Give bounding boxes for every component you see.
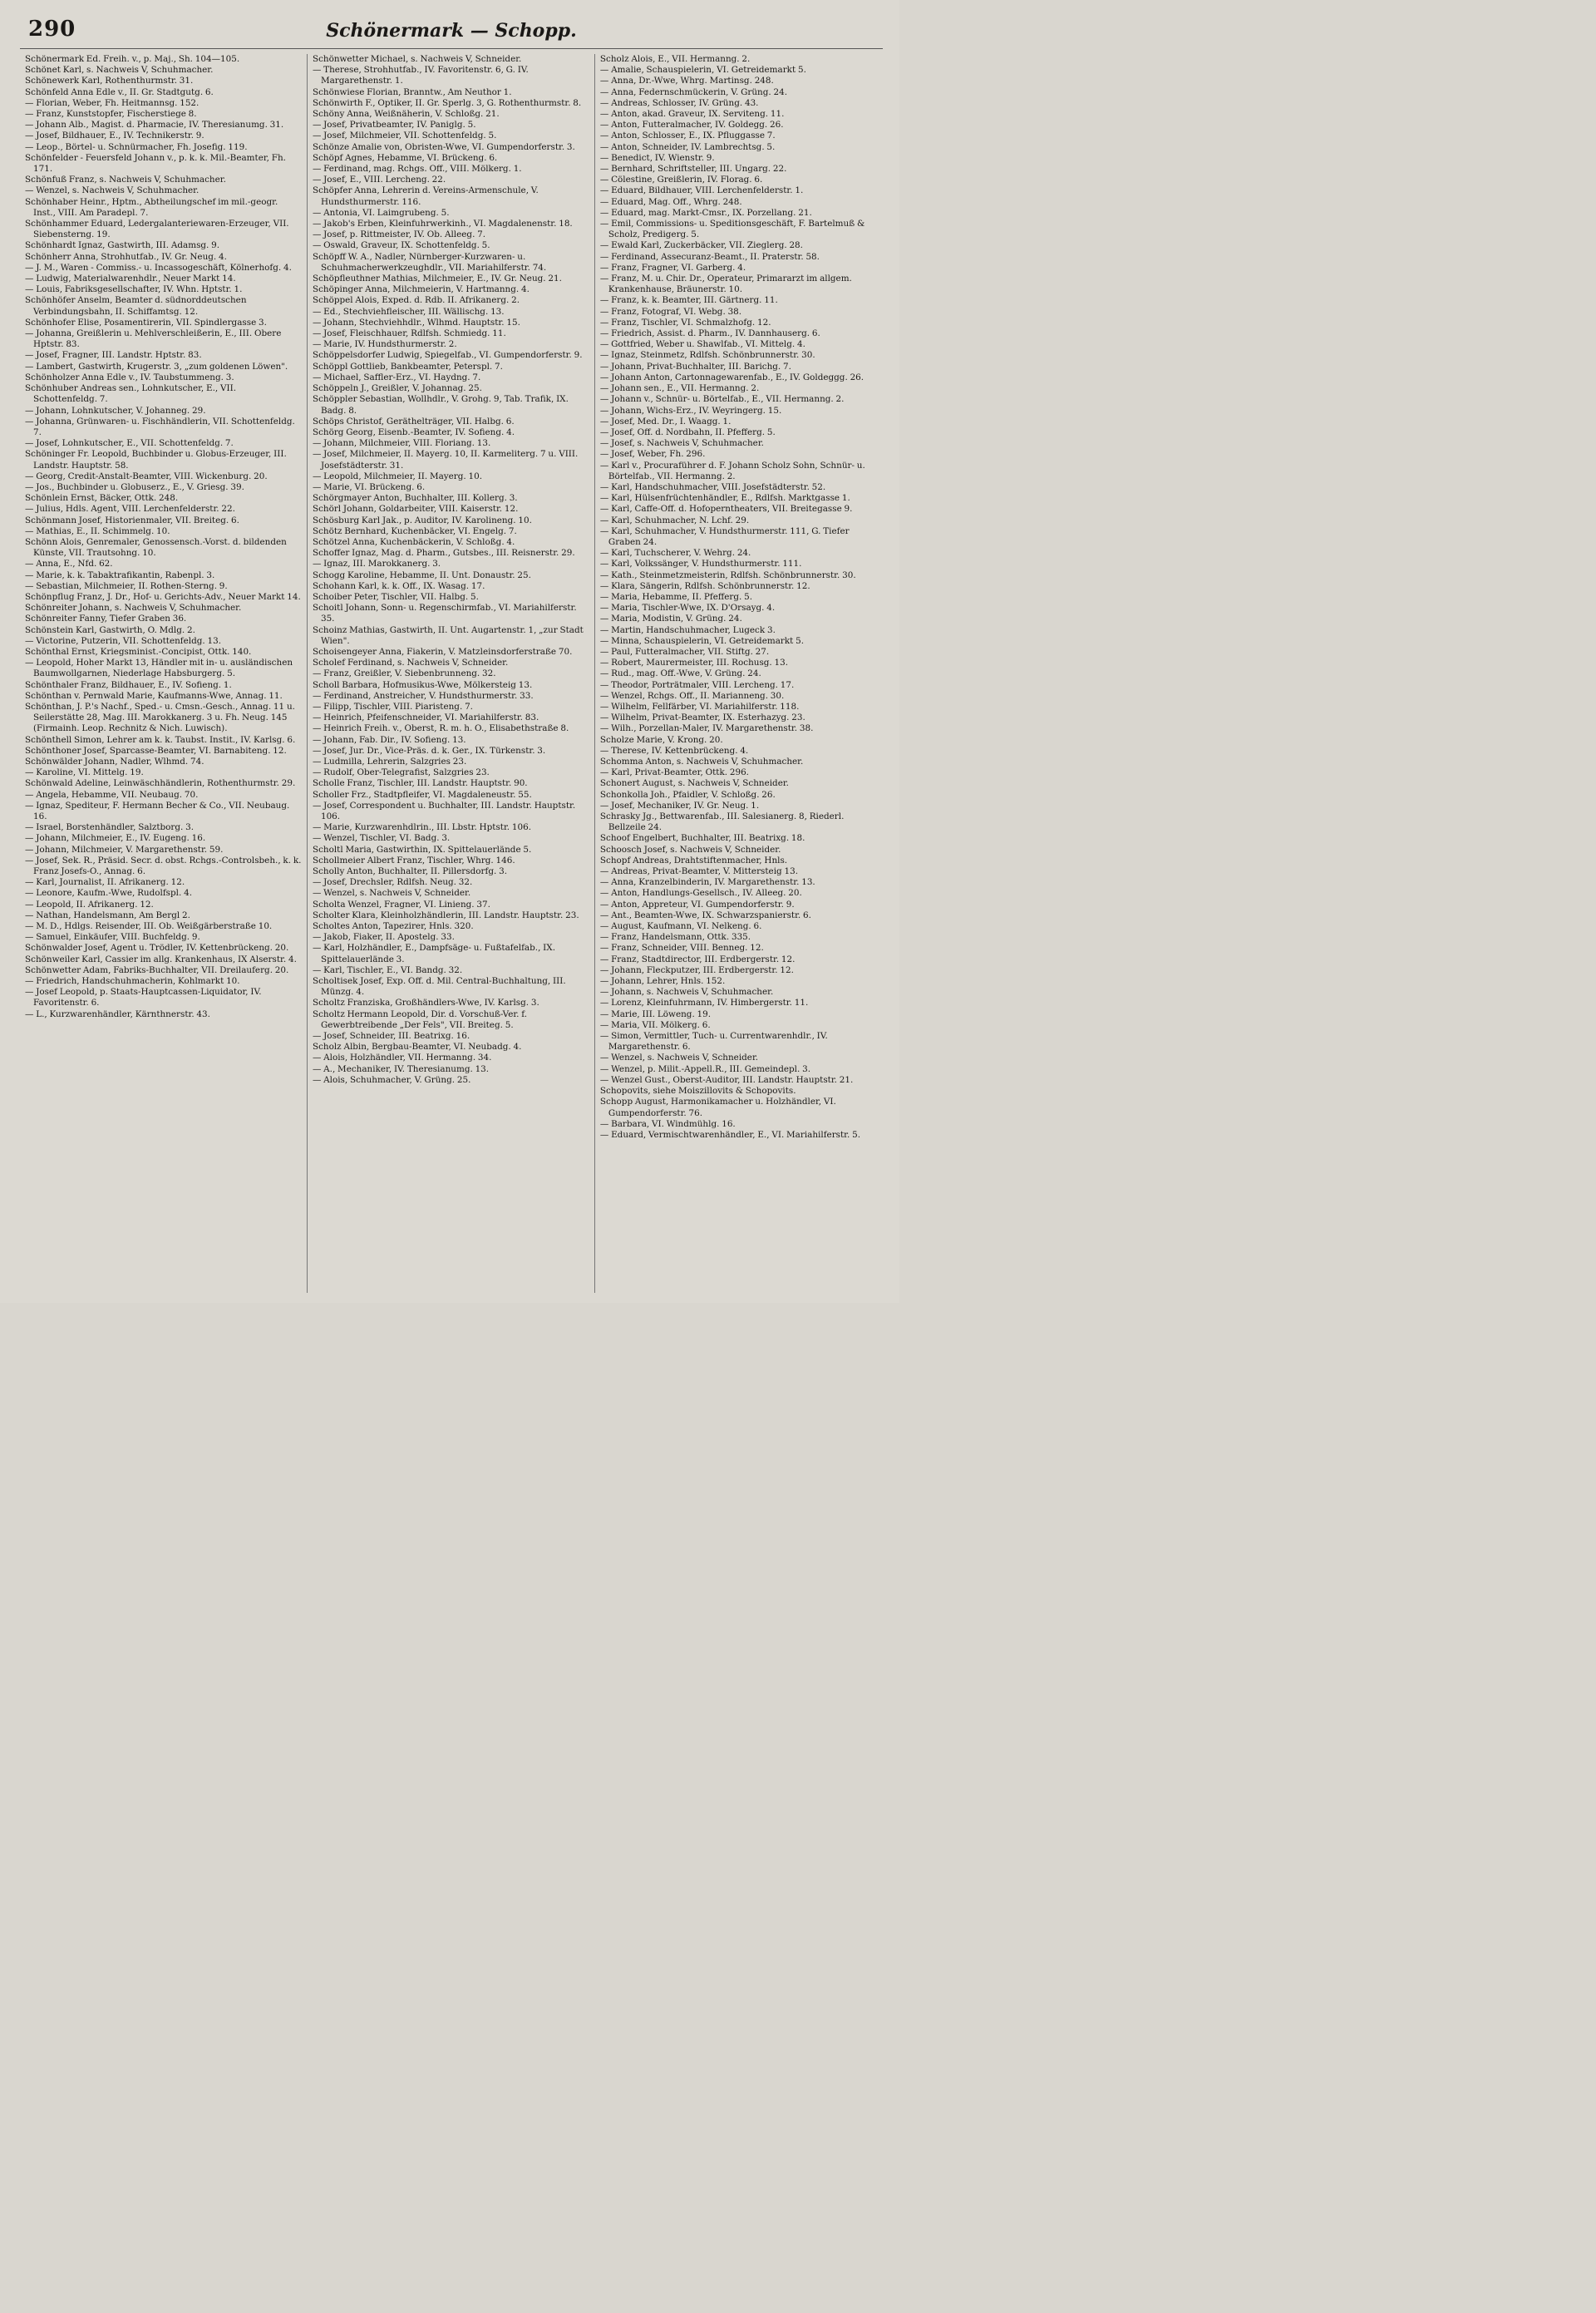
directory-entry: — Johann sen., E., VII. Hermanng. 2. bbox=[599, 383, 760, 394]
directory-entry: Schöpinger Anna, Milchmeierin, V. Hartmanng. 4. bbox=[312, 284, 530, 295]
directory-entry: — Josef, Mechaniker, IV. Gr. Neug. 1. bbox=[599, 800, 760, 811]
entry-columns bbox=[20, 54, 883, 1293]
directory-entry: Scholtz Hermann Leopold, Dir. d. Vorschuß-Ver. f. Gewerbtreibende „Der Fels", VII. Breiteg. 5. bbox=[312, 1009, 528, 1030]
directory-entry: — Leopold, Milchmeier, II. Mayerg. 10. bbox=[312, 471, 483, 481]
directory-entry: — Ignaz, Spediteur, F. Hermann Becher & Co., VII. Neubaug. 16. bbox=[25, 800, 290, 822]
directory-entry: — Karl, Tischler, E., VI. Bandg. 32. bbox=[312, 964, 463, 975]
directory-entry: — L., Kurzwarenhändler, Kärnthnerstr. 43. bbox=[25, 1009, 210, 1019]
directory-entry: — Marie, Kurzwarenhdlrin., III. Lbstr. Hptstr. 106. bbox=[312, 822, 532, 833]
directory-entry: — Michael, Saffler-Erz., VI. Haydng. 7. bbox=[312, 372, 481, 382]
directory-entry: — Johann Alb., Magist. d. Pharmacie, IV. Theresianumg. 31. bbox=[25, 120, 284, 131]
directory-entry: — Karoline, VI. Mittelg. 19. bbox=[25, 767, 144, 778]
directory-entry: — Emil, Commissions- u. Speditionsgeschäft, F. Bartelmuß & Scholz, Predigerg. 5. bbox=[599, 219, 865, 240]
directory-entry: — Ferdinand, Anstreicher, V. Hundsthurmerstr. 33. bbox=[312, 690, 534, 701]
directory-entry: — Theodor, Porträtmaler, VIII. Lercheng. 17. bbox=[599, 679, 795, 690]
directory-entry: — Andreas, Privat-Beamter, V. Mittersteig 13. bbox=[599, 866, 798, 877]
directory-entry: — Angela, Hebamme, VII. Neubaug. 70. bbox=[25, 789, 199, 800]
directory-entry: — Leop., Börtel- u. Schnürmacher, Fh. Josefig. 119. bbox=[25, 141, 248, 152]
directory-entry: — Marie, VI. Brückeng. 6. bbox=[312, 481, 426, 492]
directory-entry: Schoiber Peter, Tischler, VII. Halbg. 5. bbox=[312, 591, 479, 602]
directory-entry: Schönhaber Heinr., Hptm., Abtheilungschef im mil.-geogr. Inst., VIII. Am Paradepl. 7. bbox=[25, 196, 278, 218]
directory-entry: — Johann, Milchmeier, E., IV. Eugeng. 16. bbox=[25, 833, 206, 844]
directory-entry: Schönwald Adeline, Leinwäschhändlerin, Rothenthurmstr. 29. bbox=[25, 778, 296, 789]
directory-entry: Schönhammer Eduard, Ledergalanteriewaren-Erzeuger, VII. Siebensterng. 19. bbox=[25, 219, 289, 240]
directory-entry: Schönthaler Franz, Bildhauer, E., IV. Sofieng. 1. bbox=[25, 679, 232, 690]
directory-entry: — Anna, Kranzelbinderin, IV. Margarethenstr. 13. bbox=[599, 877, 815, 888]
directory-entry: Schönstein Karl, Gastwirth, O. Mdlg. 2. bbox=[25, 624, 195, 635]
directory-entry: Scholtisek Josef, Exp. Off. d. Mil. Central-Buchhaltung, III. Münzg. 4. bbox=[312, 976, 566, 998]
directory-entry: Schönweiler Karl, Cassier im allg. Krankenhaus, IX Alserstr. 4. bbox=[25, 954, 297, 964]
directory-entry: Schoosch Josef, s. Nachweis V, Schneider. bbox=[599, 844, 781, 855]
directory-entry: — Rudolf, Ober-Telegrafist, Salzgries 23. bbox=[312, 767, 490, 778]
directory-entry: — Johann, s. Nachweis V, Schuhmacher. bbox=[599, 987, 774, 998]
directory-entry: — Josef, Fragner, III. Landstr. Hptstr. 83. bbox=[25, 350, 202, 361]
directory-entry: Scholef Ferdinand, s. Nachweis V, Schneider. bbox=[312, 658, 509, 668]
directory-entry: — Franz, M. u. Chir. Dr., Operateur, Primararzt im allgem. Krankenhause, Bräunerstr. 10. bbox=[599, 274, 852, 295]
directory-entry: — Lorenz, Kleinfuhrmann, IV. Himbergerstr. 11. bbox=[599, 998, 809, 1009]
directory-entry: — Nathan, Handelsmann, Am Bergl 2. bbox=[25, 910, 190, 920]
directory-entry: — Franz, Tischler, VI. Schmalzhofg. 12. bbox=[599, 317, 771, 328]
directory-entry: Schönthan v. Pernwald Marie, Kaufmanns-Wwe, Annag. 11. bbox=[25, 690, 283, 701]
directory-entry: — Cölestine, Greißlerin, IV. Florag. 6. bbox=[599, 175, 763, 185]
directory-entry: Schöpfer Anna, Lehrerin d. Vereins-Armenschule, V. Hundsthurmerstr. 116. bbox=[312, 185, 539, 207]
directory-entry: Schönreiter Fanny, Tiefer Graben 36. bbox=[25, 614, 187, 624]
directory-entry: Schöpff W. A., Nadler, Nürnberger-Kurzwaren- u. Schuhmacherwerkzeughdlr., VII. Mariahilferstr. 74. bbox=[312, 251, 547, 273]
directory-entry: — Josef, Med. Dr., I. Waagg. 1. bbox=[599, 416, 732, 427]
directory-entry: — Leopold, Hoher Markt 13, Händler mit in- u. ausländischen Baumwollgarnen, Niederlage Habsburgerg. 5. bbox=[25, 658, 293, 679]
directory-entry: Schönet Karl, s. Nachweis V, Schuhmacher. bbox=[25, 65, 214, 76]
directory-entry: Schönfuß Franz, s. Nachweis V, Schuhmacher. bbox=[25, 175, 226, 185]
directory-entry: — Marie, III. Löweng. 19. bbox=[599, 1009, 712, 1019]
directory-entry: — Anton, Schlosser, E., IX. Pfluggasse 7. bbox=[599, 131, 776, 141]
directory-entry: Schötzel Anna, Kuchenbäckerin, V. Schloßg. 4. bbox=[312, 536, 515, 547]
directory-entry: — Mathias, E., II. Schimmelg. 10. bbox=[25, 525, 170, 536]
directory-entry: Schönwetter Adam, Fabriks-Buchhalter, VII. Dreilauferg. 20. bbox=[25, 964, 289, 975]
directory-entry: — Maria, Tischler-Wwe, IX. D'Orsayg. 4. bbox=[599, 603, 776, 614]
directory-entry: — Alois, Holzhändler, VII. Hermanng. 34. bbox=[312, 1053, 492, 1063]
directory-entry: — Johann, Lehrer, Hnls. 152. bbox=[599, 976, 726, 987]
directory-entry: Schönherr Anna, Strohhutfab., IV. Gr. Neug. 4. bbox=[25, 251, 227, 262]
directory-entry: Schönze Amalie von, Obristen-Wwe, VI. Gumpendorferstr. 3. bbox=[312, 141, 575, 152]
directory-entry: Schollmeier Albert Franz, Tischler, Whrg. 146. bbox=[312, 855, 515, 866]
directory-entry: Schönpflug Franz, J. Dr., Hof- u. Gerichts-Adv., Neuer Markt 14. bbox=[25, 591, 301, 602]
directory-entry: Scholtl Maria, Gastwirthin, IX. Spittelauerlände 5. bbox=[312, 844, 532, 855]
directory-entry: — Gottfried, Weber u. Shawlfab., VI. Mittelg. 4. bbox=[599, 339, 805, 350]
directory-entry: Schönwiese Florian, Branntw., Am Neuthor 1. bbox=[312, 86, 512, 97]
directory-entry: — Anna, Dr.-Wwe, Whrg. Martinsg. 248. bbox=[599, 76, 774, 86]
directory-entry: — Anton, Schneider, IV. Lambrechtsg. 5. bbox=[599, 141, 776, 152]
directory-entry: — Wenzel, s. Nachweis V, Schneider. bbox=[599, 1053, 759, 1063]
directory-entry: — Leonore, Kaufm.-Wwe, Rudolfspl. 4. bbox=[25, 888, 193, 899]
directory-entry: — Karl v., Procuraführer d. F. Johann Scholz Sohn, Schnür- u. Börtelfab., VII. Hermanng. 2. bbox=[599, 460, 865, 481]
directory-entry: — Simon, Vermittler, Tuch- u. Currentwarenhdlr., IV. Margarethenstr. 6. bbox=[599, 1031, 828, 1053]
directory-entry: — Johann, Milchmeier, VIII. Floriang. 13. bbox=[312, 438, 491, 449]
directory-entry: — Samuel, Einkäufer, VIII. Buchfeldg. 9. bbox=[25, 932, 200, 943]
column-middle bbox=[308, 54, 595, 1293]
directory-entry: — Andreas, Schlosser, IV. Grüng. 43. bbox=[599, 97, 759, 108]
directory-entry: — Franz, Fotograf, VI. Webg. 38. bbox=[599, 306, 742, 317]
directory-entry: — Karl, Volkssänger, V. Hundsthurmerstr. 111. bbox=[599, 559, 802, 570]
directory-entry: — Wenzel, s. Nachweis V, Schneider. bbox=[312, 888, 471, 899]
directory-entry: — Jakob's Erben, Kleinfuhrwerkinh., VI. Magdalenenstr. 18. bbox=[312, 219, 573, 229]
directory-entry: — Karl, Handschuhmacher, VIII. Josefstädterstr. 52. bbox=[599, 481, 826, 492]
directory-entry: — Johann, Stechviehhdlr., Wlhmd. Hauptstr. 15. bbox=[312, 317, 520, 328]
directory-page bbox=[0, 0, 899, 1303]
directory-entry: — Wenzel, Rchgs. Off., II. Marianneng. 30. bbox=[599, 690, 785, 701]
directory-entry: — Bernhard, Schriftsteller, III. Ungarg. 22. bbox=[599, 164, 787, 175]
directory-entry: — Franz, Greißler, V. Siebenbrunneng. 32. bbox=[312, 668, 496, 679]
directory-entry: — Anton, akad. Graveur, IX. Serviteng. 11. bbox=[599, 109, 785, 120]
directory-entry: Schoffer Ignaz, Mag. d. Pharm., Gutsbes., III. Reisnerstr. 29. bbox=[312, 548, 575, 559]
directory-entry: — Antonia, VI. Laimgrubeng. 5. bbox=[312, 207, 450, 218]
directory-entry: Scholle Franz, Tischler, III. Landstr. Hauptstr. 90. bbox=[312, 778, 528, 789]
directory-entry: Schönhardt Ignaz, Gastwirth, III. Adamsg. 9. bbox=[25, 240, 220, 251]
directory-entry: — Josef, Bildhauer, E., IV. Technikerstr. 9. bbox=[25, 131, 204, 141]
directory-entry: Schöppelsdorfer Ludwig, Spiegelfab., VI. Gumpendorferstr. 9. bbox=[312, 350, 583, 361]
page-number: 290 bbox=[28, 17, 76, 42]
directory-entry: — August, Kaufmann, VI. Nelkeng. 6. bbox=[599, 921, 762, 932]
directory-entry: — Anna, Federnschmückerin, V. Grüng. 24. bbox=[599, 86, 788, 97]
directory-entry: Scholtes Anton, Tapezirer, Hnls. 320. bbox=[312, 921, 474, 932]
directory-entry: — A., Mechaniker, IV. Theresianumg. 13. bbox=[312, 1063, 490, 1074]
directory-entry: Schönermark Ed. Freih. v., p. Maj., Sh. 104—105. bbox=[25, 54, 240, 64]
directory-entry: — Lambert, Gastwirth, Krugerstr. 3, „zum goldenen Löwen". bbox=[25, 361, 288, 372]
directory-entry: Schönwalder Josef, Agent u. Trödler, IV. Kettenbrückeng. 20. bbox=[25, 943, 289, 954]
directory-entry: — Franz, Kunststopfer, Fischerstiege 8. bbox=[25, 109, 197, 120]
directory-entry: — Karl, Privat-Beamter, Ottk. 296. bbox=[599, 767, 749, 778]
directory-entry: — Martin, Handschuhmacher, Lugeck 3. bbox=[599, 624, 776, 635]
directory-entry: — Eduard, mag. Markt-Cmsr., IX. Porzellang. 21. bbox=[599, 207, 812, 218]
directory-entry: Schönwirth F., Optiker, II. Gr. Sperlg. 3, G. Rothenthurmstr. 8. bbox=[312, 97, 582, 108]
directory-entry: Schönthell Simon, Lehrer am k. k. Taubst. Instit., IV. Karlsg. 6. bbox=[25, 734, 296, 745]
directory-entry: — Therese, IV. Kettenbrückeng. 4. bbox=[599, 745, 749, 756]
directory-entry: Schöps Christof, Geräthelträger, VII. Halbg. 6. bbox=[312, 416, 515, 427]
directory-entry: Scholter Klara, Kleinholzhändlerin, III. Landstr. Hauptstr. 23. bbox=[312, 910, 579, 920]
directory-entry: Schösburg Karl Jak., p. Auditor, IV. Karolineng. 10. bbox=[312, 515, 532, 525]
directory-entry: — Johann, Fleckputzer, III. Erdbergerstr. 12. bbox=[599, 964, 794, 975]
directory-entry: — Ignaz, Steinmetz, Rdlfsh. Schönbrunnerstr. 30. bbox=[599, 350, 815, 361]
directory-entry: — Marie, k. k. Tabaktrafikantin, Rabenpl. 3. bbox=[25, 570, 215, 580]
directory-entry: Schöninger Fr. Leopold, Buchbinder u. Globus-Erzeuger, III. Landstr. Hauptstr. 58. bbox=[25, 449, 287, 471]
directory-entry: Schoinz Mathias, Gastwirth, II. Unt. Augartenstr. 1, „zur Stadt Wien". bbox=[312, 624, 584, 646]
column-right bbox=[595, 54, 883, 1293]
page-header bbox=[20, 15, 883, 49]
directory-entry: Schöppeln J., Greißler, V. Johannag. 25. bbox=[312, 383, 482, 394]
directory-entry: Schörg Georg, Eisenb.-Beamter, IV. Sofieng. 4. bbox=[312, 427, 515, 437]
directory-entry: Schönhuber Andreas sen., Lohnkutscher, E., VII. Schottenfeldg. 7. bbox=[25, 383, 237, 405]
directory-entry: — Heinrich, Pfeifenschneider, VI. Mariahilferstr. 83. bbox=[312, 713, 539, 723]
directory-entry: Schönewerk Karl, Rothenthurmstr. 31. bbox=[25, 76, 194, 86]
directory-entry: — Anna, E., Nfd. 62. bbox=[25, 559, 113, 570]
directory-entry: — Ant., Beamten-Wwe, IX. Schwarzspanierstr. 6. bbox=[599, 910, 811, 920]
directory-entry: — Johann, Privat-Buchhalter, III. Barichg. 7. bbox=[599, 361, 791, 372]
directory-entry: — Franz, Handelsmann, Ottk. 335. bbox=[599, 932, 751, 943]
directory-entry: — Josef Leopold, p. Staats-Hauptcassen-Liquidator, IV. Favoritenstr. 6. bbox=[25, 987, 262, 1009]
directory-entry: Scholtz Franziska, Großhändlers-Wwe, IV. Karlsg. 3. bbox=[312, 998, 539, 1009]
directory-entry: — Alois, Schuhmacher, V. Grüng. 25. bbox=[312, 1074, 471, 1085]
directory-entry: — Israel, Borstenhändler, Salztborg. 3. bbox=[25, 822, 195, 833]
directory-entry: Schogg Karoline, Hebamme, II. Unt. Donaustr. 25. bbox=[312, 570, 531, 580]
directory-entry: — Anton, Appreteur, VI. Gumpendorferstr. 9. bbox=[599, 899, 795, 910]
directory-entry: — Leopold, II. Afrikanerg. 12. bbox=[25, 899, 154, 910]
directory-entry: — Josef, Drechsler, Rdlfsh. Neug. 32. bbox=[312, 877, 473, 888]
directory-entry: — Ludwig, Materialwarenhdlr., Neuer Markt 14. bbox=[25, 274, 236, 284]
directory-entry: Schohann Karl, k. k. Off., IX. Wasag. 17. bbox=[312, 580, 485, 591]
directory-entry: — Johann v., Schnür- u. Börtelfab., E., VII. Hermanng. 2. bbox=[599, 394, 845, 405]
directory-entry: — Wenzel Gust., Oberst-Auditor, III. Landstr. Hauptstr. 21. bbox=[599, 1074, 854, 1085]
directory-entry: — Wenzel, p. Milit.-Appell.R., III. Gemeindepl. 3. bbox=[599, 1063, 810, 1074]
directory-entry: Schönwetter Michael, s. Nachweis V, Schneider. bbox=[312, 54, 522, 64]
directory-entry: — Eduard, Mag. Off., Whrg. 248. bbox=[599, 196, 742, 207]
directory-entry: Schomma Anton, s. Nachweis V, Schuhmacher. bbox=[599, 757, 804, 767]
directory-entry: — Josef, Lohnkutscher, E., VII. Schottenfeldg. 7. bbox=[25, 438, 234, 449]
directory-entry: — Eduard, Vermischtwarenhändler, E., VI. Mariahilferstr. 5. bbox=[599, 1129, 861, 1140]
directory-entry: — Benedict, IV. Wienstr. 9. bbox=[599, 152, 715, 163]
directory-entry: — Josef, s. Nachweis V, Schuhmacher. bbox=[599, 438, 764, 449]
directory-entry: — Therese, Strohhutfab., IV. Favoritenstr. 6, G. IV. Margarethenstr. 1. bbox=[312, 65, 529, 86]
directory-entry: — Friedrich, Handschuhmacherin, Kohlmarkt 10. bbox=[25, 976, 240, 987]
directory-entry: Schöppel Alois, Exped. d. Rdb. II. Afrikanerg. 2. bbox=[312, 295, 520, 306]
directory-entry: — Franz, Fragner, VI. Garberg. 4. bbox=[599, 262, 746, 273]
directory-entry: — Maria, Hebamme, II. Pfefferg. 5. bbox=[599, 591, 753, 602]
directory-entry: Schönlein Ernst, Bäcker, Ottk. 248. bbox=[25, 493, 179, 504]
directory-entry: — Eduard, Bildhauer, VIII. Lerchenfelderstr. 1. bbox=[599, 185, 804, 196]
directory-entry: — Ferdinand, mag. Rchgs. Off., VIII. Mölkerg. 1. bbox=[312, 164, 522, 175]
directory-entry: — Georg, Credit-Anstalt-Beamter, VIII. Wickenburg. 20. bbox=[25, 471, 268, 481]
directory-entry: Schoitl Johann, Sonn- u. Regenschirmfab., VI. Mariahilferstr. 35. bbox=[312, 603, 577, 624]
directory-entry: Schönreiter Johann, s. Nachweis V, Schuhmacher. bbox=[25, 603, 242, 614]
directory-entry: — J. M., Waren - Commiss.- u. Incassogeschäft, Kölnerhofg. 4. bbox=[25, 262, 292, 273]
directory-entry: — Minna, Schauspielerin, VI. Getreidemarkt 5. bbox=[599, 635, 805, 646]
directory-entry: — Johann, Lohnkutscher, V. Johanneg. 29. bbox=[25, 405, 206, 416]
directory-entry: Schörgmayer Anton, Buchhalter, III. Kollerg. 3. bbox=[312, 493, 518, 504]
directory-entry: — Franz, k. k. Beamter, III. Gärtnerg. 11. bbox=[599, 295, 778, 306]
directory-entry: Schopp August, Harmonikamacher u. Holzhändler, VI. Gumpendorferstr. 76. bbox=[599, 1097, 836, 1118]
directory-entry: — Josef, Privatbeamter, IV. Paniglg. 5. bbox=[312, 120, 476, 131]
directory-entry: Schöppler Sebastian, Wollhdlr., V. Grohg. 9, Tab. Trafik, IX. Badg. 8. bbox=[312, 394, 569, 416]
directory-entry: Schoof Engelbert, Buchhalter, III. Beatrixg. 18. bbox=[599, 833, 805, 844]
directory-entry: — Josef, Fleischhauer, Rdlfsh. Schmiedg. 11. bbox=[312, 328, 506, 339]
directory-entry: Schöpfleuthner Mathias, Milchmeier, E., IV. Gr. Neug. 21. bbox=[312, 274, 562, 284]
directory-entry: — Amalie, Schauspielerin, VI. Getreidemarkt 5. bbox=[599, 65, 806, 76]
directory-entry: Schöny Anna, Weißnäherin, V. Schloßg. 21. bbox=[312, 109, 500, 120]
directory-entry: — Victorine, Putzerin, VII. Schottenfeldg. 13. bbox=[25, 635, 222, 646]
directory-entry: — Ewald Karl, Zuckerbäcker, VII. Zieglerg. 28. bbox=[599, 240, 803, 251]
directory-entry: — Anton, Futteralmacher, IV. Goldegg. 26. bbox=[599, 120, 784, 131]
directory-entry: — Florian, Weber, Fh. Heitmannsg. 152. bbox=[25, 97, 200, 108]
directory-entry: — Robert, Maurermeister, III. Rochusg. 13. bbox=[599, 658, 789, 668]
directory-entry: — Louis, Fabriksgesellschafter, IV. Whn. Hptstr. 1. bbox=[25, 284, 243, 295]
directory-entry: Schörl Johann, Goldarbeiter, VIII. Kaiserstr. 12. bbox=[312, 504, 519, 515]
directory-entry: — Josef, Off. d. Nordbahn, II. Pfefferg. 5. bbox=[599, 427, 776, 437]
directory-entry: Schopf Andreas, Drahtstiftenmacher, Hnls. bbox=[599, 855, 788, 866]
directory-entry: — Paul, Futteralmacher, VII. Stiftg. 27. bbox=[599, 646, 770, 657]
directory-entry: — Rud., mag. Off.-Wwe, V. Grüng. 24. bbox=[599, 668, 761, 679]
column-left bbox=[20, 54, 308, 1293]
directory-entry: Schönhöfer Anselm, Beamter d. südnorddeutschen Verbindungsbahn, II. Schiffamtsg. 12. bbox=[25, 295, 247, 317]
directory-entry: — Barbara, VI. Windmühlg. 16. bbox=[599, 1118, 736, 1129]
directory-entry: — Josef, Jur. Dr., Vice-Präs. d. k. Ger., IX. Türkenstr. 3. bbox=[312, 745, 546, 756]
directory-entry: Scholly Anton, Buchhalter, II. Pillersdorfg. 3. bbox=[312, 866, 508, 877]
directory-entry: — Josef, Correspondent u. Buchhalter, III. Landstr. Hauptstr. 106. bbox=[312, 800, 576, 822]
directory-entry: — Wenzel, s. Nachweis V, Schuhmacher. bbox=[25, 185, 200, 196]
directory-entry: — Josef, Milchmeier, II. Mayerg. 10, II. Karmeliterg. 7 u. VIII. Josefstädterstr. 31. bbox=[312, 449, 579, 471]
directory-entry: Scholl Barbara, Hofmusikus-Wwe, Mölkersteig 13. bbox=[312, 679, 533, 690]
directory-entry: — Kath., Steinmetzmeisterin, Rdlfsh. Schönbrunnerstr. 30. bbox=[599, 570, 856, 580]
directory-entry: — Karl, Schuhmacher, N. Lchf. 29. bbox=[599, 515, 750, 525]
directory-entry: Schonkolla Joh., Pfaidler, V. Schloßg. 26. bbox=[599, 789, 776, 800]
directory-entry: — Johanna, Greißlerin u. Mehlverschleißerin, E., III. Obere Hptstr. 83. bbox=[25, 328, 282, 350]
directory-entry: Scholz Alois, E., VII. Hermanng. 2. bbox=[599, 54, 751, 64]
directory-entry: — Julius, Hdls. Agent, VIII. Lerchenfelderstr. 22. bbox=[25, 504, 235, 515]
directory-entry: — Josef, E., VIII. Lercheng. 22. bbox=[312, 175, 446, 185]
directory-entry: — Johann Anton, Cartonnagewarenfab., E., IV. Goldeggg. 26. bbox=[599, 372, 864, 382]
directory-entry: Schopovits, siehe Moiszillovits & Schopovits. bbox=[599, 1086, 796, 1097]
directory-entry: — Klara, Sängerin, Rdlfsh. Schönbrunnerstr. 12. bbox=[599, 580, 810, 591]
directory-entry: — Ludmilla, Lehrerin, Salzgries 23. bbox=[312, 757, 467, 767]
directory-entry: — Maria, Modistin, V. Grüng. 24. bbox=[599, 614, 742, 624]
directory-entry: — Johanna, Grünwaren- u. Fischhändlerin, VII. Schottenfeldg. 7. bbox=[25, 416, 295, 437]
directory-entry: Schoisengeyer Anna, Fiakerin, V. Matzleinsdorferstraße 70. bbox=[312, 646, 573, 657]
directory-entry: — Josef, Schneider, III. Beatrixg. 16. bbox=[312, 1031, 470, 1042]
directory-entry: — Maria, VII. Mölkerg. 6. bbox=[599, 1019, 711, 1030]
directory-entry: — Karl, Holzhändler, E., Dampfsäge- u. Fußtafelfab., IX. Spittelauerlände 3. bbox=[312, 943, 555, 964]
directory-entry: Schönfelder - Feuersfeld Johann v., p. k. k. Mil.-Beamter, Fh. 171. bbox=[25, 152, 286, 175]
directory-entry: — Wilhelm, Fellfärber, VI. Mariahilferstr. 118. bbox=[599, 701, 800, 712]
directory-entry: — Karl, Tuchscherer, V. Wehrg. 24. bbox=[599, 548, 751, 559]
directory-entry: Schönthal Ernst, Kriegsminist.-Concipist, Ottk. 140. bbox=[25, 646, 252, 657]
directory-entry: — Sebastian, Milchmeier, II. Rothen-Sterng. 9. bbox=[25, 580, 228, 591]
directory-entry: — Wenzel, Tischler, VI. Badg. 3. bbox=[312, 833, 451, 844]
directory-entry: — Marie, IV. Hundsthurmerstr. 2. bbox=[312, 339, 457, 350]
directory-entry: — Friedrich, Assist. d. Pharm., IV. Dannhauserg. 6. bbox=[599, 328, 820, 339]
directory-entry: Scholze Marie, V. Krong. 20. bbox=[599, 734, 723, 745]
directory-entry: Schönfeld Anna Edle v., II. Gr. Stadtgutg. 6. bbox=[25, 86, 214, 97]
directory-entry: — Jakob, Fiaker, II. Apostelg. 33. bbox=[312, 932, 455, 943]
directory-entry: — Filipp, Tischler, VIII. Piaristeng. 7. bbox=[312, 701, 473, 712]
directory-entry: — Oswald, Graveur, IX. Schottenfeldg. 5. bbox=[312, 240, 490, 251]
directory-entry: — Franz, Stadtdirector, III. Erdbergerstr. 12. bbox=[599, 954, 796, 964]
directory-entry: Schönthan, J. P.'s Nachf., Sped.- u. Cmsn.-Gesch., Annag. 11 u. Seilerstätte 28, Mag. III. Marokkanerg. 3 u. Fh. Neug. 145 (Firmainh. Leop. Rechnitz & Nich. Luwisch). bbox=[25, 701, 295, 734]
directory-entry: — Josef, Sek. R., Präsid. Secr. d. obst. Rchgs.-Controlsbeh., k. k. Franz Josefs-O., Annag. 6. bbox=[25, 855, 302, 877]
directory-entry: — Wilhelm, Privat-Beamter, IX. Esterhazyg. 23. bbox=[599, 713, 805, 723]
directory-entry: — Johann, Milchmeier, V. Margarethenstr. 59. bbox=[25, 844, 224, 855]
directory-entry: Schönn Alois, Genremaler, Genossensch.-Vorst. d. bildenden Künste, VII. Trautsohng. 10. bbox=[25, 536, 287, 559]
directory-entry: — Karl, Caffe-Off. d. Hofoperntheaters, VII. Breitegasse 9. bbox=[599, 504, 853, 515]
directory-entry: — Jos., Buchbinder u. Globuserz., E., V. Griesg. 39. bbox=[25, 481, 244, 492]
directory-entry: Schönhofer Elise, Posamentirerin, VII. Spindlergasse 3. bbox=[25, 317, 267, 328]
directory-entry: Schötz Bernhard, Kuchenbäcker, VI. Engelg. 7. bbox=[312, 525, 517, 536]
directory-entry: Schönholzer Anna Edle v., IV. Taubstummeng. 3. bbox=[25, 372, 234, 382]
directory-entry: — Johann, Wichs-Erz., IV. Weyringerg. 15. bbox=[599, 405, 782, 416]
directory-entry: — Josef, p. Rittmeister, IV. Ob. Alleeg. 7. bbox=[312, 229, 486, 240]
directory-entry: Schönwälder Johann, Nadler, Wlhmd. 74. bbox=[25, 757, 204, 767]
directory-entry: Schonert August, s. Nachweis V, Schneider. bbox=[599, 778, 789, 789]
directory-entry: Scholta Wenzel, Fragner, VI. Linieng. 37. bbox=[312, 899, 490, 910]
directory-entry: — Wilh., Porzellan-Maler, IV. Margarethenstr. 38. bbox=[599, 723, 814, 734]
directory-entry: — Heinrich Freih. v., Oberst, R. m. h. O., Elisabethstraße 8. bbox=[312, 723, 569, 734]
directory-entry: — Karl, Journalist, II. Afrikanerg. 12. bbox=[25, 877, 185, 888]
directory-entry: — Ignaz, III. Marokkanerg. 3. bbox=[312, 559, 441, 570]
directory-entry: — Anton, Handlungs-Gesellsch., IV. Alleeg. 20. bbox=[599, 888, 802, 899]
directory-entry: Schönmann Josef, Historienmaler, VII. Breiteg. 6. bbox=[25, 515, 239, 525]
directory-entry: Schönthoner Josef, Sparcasse-Beamter, VI. Barnabiteng. 12. bbox=[25, 745, 287, 756]
directory-entry: — Ferdinand, Assecuranz-Beamt., II. Praterstr. 58. bbox=[599, 251, 820, 262]
directory-entry: — Karl, Hülsenfrüchtenhändler, E., Rdlfsh. Marktgasse 1. bbox=[599, 493, 850, 504]
directory-entry: Schöppl Gottlieb, Bankbeamter, Peterspl. 7. bbox=[312, 361, 503, 372]
directory-entry: — Ed., Stechviehfleischer, III. Wällischg. 13. bbox=[312, 306, 505, 317]
directory-entry: Schrasky Jg., Bettwarenfab., III. Salesianerg. 8, Riederl. Bellzeile 24. bbox=[599, 811, 845, 833]
directory-entry: — Franz, Schneider, VIII. Benneg. 12. bbox=[599, 943, 764, 954]
directory-entry: — Johann, Fab. Dir., IV. Sofieng. 13. bbox=[312, 734, 466, 745]
directory-entry: — Josef, Weber, Fh. 296. bbox=[599, 449, 706, 460]
directory-entry: Scholler Frz., Stadtpfleifer, VI. Magdaleneustr. 55. bbox=[312, 789, 532, 800]
directory-entry: — Karl, Schuhmacher, V. Hundsthurmerstr. 111, G. Tiefer Graben 24. bbox=[599, 525, 850, 547]
running-title: Schönermark — Schopp. bbox=[326, 20, 577, 42]
directory-entry: Schöpf Agnes, Hebamme, VI. Brückeng. 6. bbox=[312, 152, 498, 163]
directory-entry: — Josef, Milchmeier, VII. Schottenfeldg. 5. bbox=[312, 131, 497, 141]
directory-entry: — M. D., Hdlgs. Reisender, III. Ob. Weißgärberstraße 10. bbox=[25, 921, 273, 932]
directory-entry: Scholz Albin, Bergbau-Beamter, VI. Neubadg. 4. bbox=[312, 1042, 522, 1053]
